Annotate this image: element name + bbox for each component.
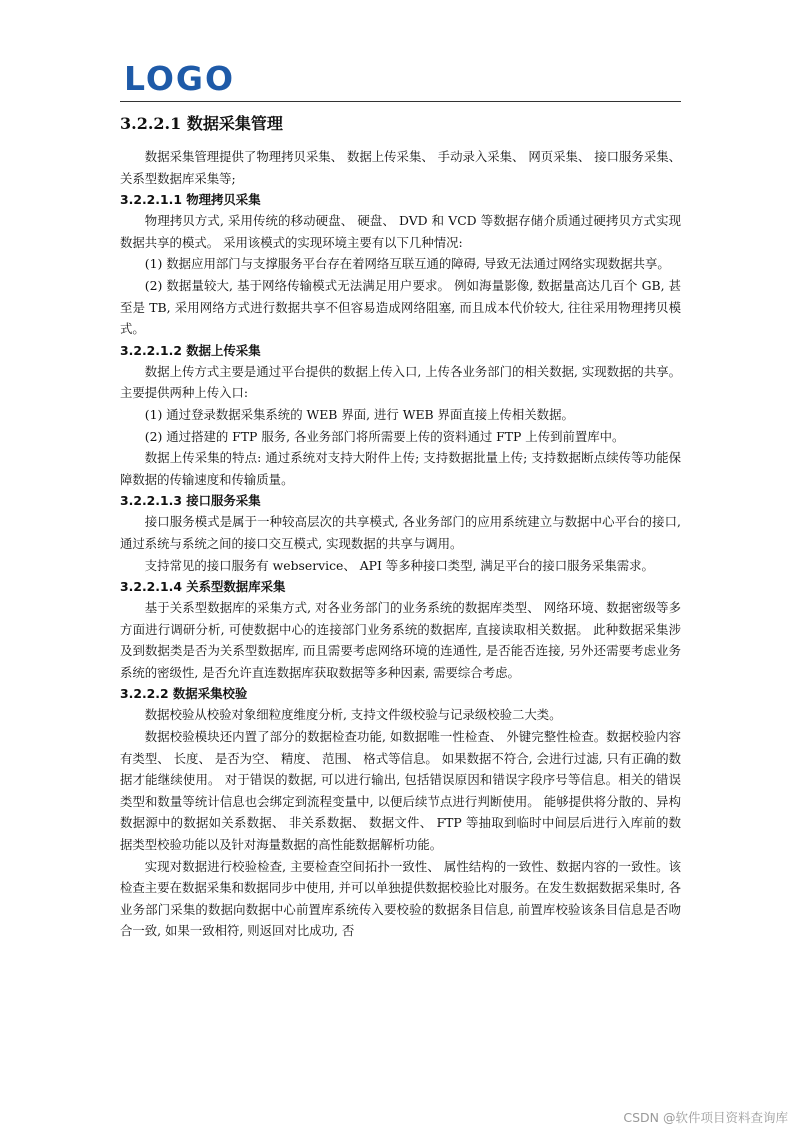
- subsection-heading-upload: 3.2.2.1.2 数据上传采集: [120, 342, 261, 358]
- subsection-heading-physical-copy: 3.2.2.1.1 物理拷贝采集: [120, 192, 261, 208]
- subsection-heading-validation: 3.2.2.2 数据采集校验: [120, 686, 248, 702]
- header-divider: [120, 101, 681, 102]
- document-body: [120, 110, 681, 942]
- subsection-heading-interface: 3.2.2.1.3 接口服务采集: [120, 493, 261, 509]
- logo: LOGO: [124, 59, 236, 98]
- watermark: CSDN @软件项目资料查询库: [623, 1110, 788, 1125]
- subsection-heading-database: 3.2.2.1.4 关系型数据库采集: [120, 579, 286, 595]
- intro-paragraph: 数据采集管理提供了物理拷贝采集、 数据上传采集、 手动录入采集、 网页采集、 接口服务采集、 关系型数据库采集等;: [120, 149, 681, 186]
- paragraph: 数据校验模块还内置了部分的数据检查功能, 如数据唯一性检查、 外键完整性检查。数据校验内容有类型、 长度、 是否为空、 精度、 范围、 格式等信息。 如果数据不符合, 会进行过滤, 只有正确的数据才能继续使用。 对于错误的数据, 可以进行输出, 包括错误原因和错误字段序号等信息。相关的错误类型和数量等统计信息也会绑定到流程变量中, 以便后续节点进行判断使用。 能够提供将分散的、异构数据源中的数据如关系数据、 非关系数据、 数据文件、 FTP 等抽取到临时中间层后进行入库前的数据类型校验功能以及针对海量数据的高性能数据解析功能。: [120, 729, 681, 853]
- list-item: (2) 数据量较大, 基于网络传输模式无法满足用户要求。 例如海量影像, 数据量高达几百个 GB, 甚至是 TB, 采用网络方式进行数据共享不但容易造成网络阻塞, 而且成本代价较大, 往往采用物理拷贝模式。: [120, 277, 681, 337]
- paragraph: 基于关系型数据库的采集方式, 对各业务部门的业务系统的数据库类型、 网络环境、数据密级等多方面进行调研分析, 可使数据中心的连接部门业务系统的数据库, 直接读取相关数据。 此种数据采集涉及到数据类是否为关系型数据库, 而且需要考虑网络环境的连通性, 是否能否连接, 另外还需要考虑业务系统的密级性, 是否允许直连数据库获取数据等多种因素, 需要综合考虑。: [120, 600, 681, 680]
- list-item: (2) 通过搭建的 FTP 服务, 各业务部门将所需要上传的资料通过 FTP 上传到前置库中。: [144, 428, 625, 444]
- paragraph: 数据上传方式主要是通过平台提供的数据上传入口, 上传各业务部门的相关数据, 实现数据的共享。 主要提供两种上传入口:: [120, 363, 681, 401]
- paragraph: 数据校验从校验对象细粒度维度分析, 支持文件级校验与记录级校验二大类。: [144, 707, 562, 723]
- paragraph: 实现对数据进行校验检查, 主要检查空间拓扑一致性、 属性结构的一致性、数据内容的一致性。该检查主要在数据采集和数据同步中使用, 并可以单独提供数据校验比对服务。在发生数据数据采集时, 各业务部门采集的数据向数据中心前置库系统传入要校验的数据条目信息, 前置库校验该条目信息是否吻合一致, 如果一致相符, 则返回对比成功, 否: [120, 858, 681, 939]
- paragraph: 接口服务模式是属于一种较高层次的共享模式, 各业务部门的应用系统建立与数据中心平台的接口, 通过系统与系统之间的接口交互模式, 实现数据的共享与调用。: [120, 514, 681, 551]
- list-item: (1) 数据应用部门与支撑服务平台存在着网络互联互通的障碍, 导致无法通过网络实现数据共享。: [144, 256, 670, 272]
- paragraph: 支持常见的接口服务有 webservice、 API 等多种接口类型, 满足平台的接口服务采集需求。: [144, 557, 654, 573]
- paragraph: 数据上传采集的特点: 通过系统对支持大附件上传; 支持数据批量上传; 支持数据断点续传等功能保障数据的传输速度和传输质量。: [120, 450, 681, 487]
- paragraph: 物理拷贝方式, 采用传统的移动硬盘、 硬盘、 DVD 和 VCD 等数据存储介质通过硬拷贝方式实现数据共享的模式。 采用该模式的实现环境主要有以下几种情况:: [120, 213, 681, 250]
- section-title: 3.2.2.1 数据采集管理: [120, 114, 283, 133]
- list-item: (1) 通过登录数据采集系统的 WEB 界面, 进行 WEB 界面直接上传相关数据。: [144, 406, 574, 422]
